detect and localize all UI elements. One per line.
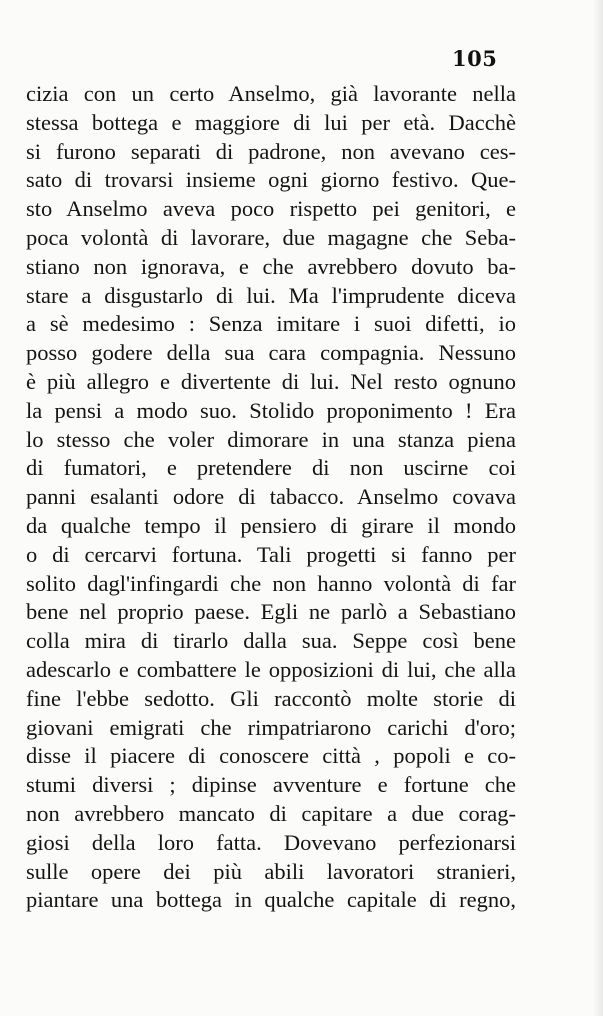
text-line: o di cercarvi fortuna. Tali progetti si fanno per	[26, 541, 516, 567]
text-line: colla mira di tirarlo dalla sua. Seppe così bene	[26, 628, 516, 654]
text-line: poca volontà di lavorare, due magagne che Seba-	[26, 224, 516, 250]
text-line: stare a disgustarlo di lui. Ma l'imprudente diceva	[26, 282, 516, 308]
text-line: giovani emigrati che rimpatriarono carichi d'oro;	[26, 714, 516, 740]
text-line: cizia con un certo Anselmo, già lavorante nella	[26, 81, 516, 106]
body-text	[26, 80, 516, 915]
text-line: da qualche tempo il pensiero di girare il mondo	[26, 512, 516, 538]
text-line: si furono separati di padrone, non avevano ces-	[26, 138, 516, 164]
text-line: stiano non ignorava, e che avrebbero dovuto ba-	[26, 253, 516, 279]
text-line: sulle opere dei più abili lavoratori stranieri,	[26, 858, 516, 884]
text-line: sato di trovarsi insieme ogni giorno festivo. Que-	[26, 167, 516, 193]
text-line: lo stesso che voler dimorare in una stanza piena	[26, 426, 516, 452]
text-line: sto Anselmo aveva poco rispetto pei genitori, e	[26, 196, 516, 222]
text-line: stumi diversi ; dipinse avventure e fortune che	[26, 772, 516, 798]
text-line: non avrebbero mancato di capitare a due corag-	[26, 800, 516, 826]
text-line: a sè medesimo : Senza imitare i suoi difetti, io	[26, 311, 516, 337]
text-line: giosi della loro fatta. Dovevano perfezionarsi	[26, 829, 516, 855]
text-line: bene nel proprio paese. Egli ne parlò a Sebastiano	[26, 599, 516, 625]
text-line: di fumatori, e pretendere di non uscirne coi	[26, 455, 516, 481]
page-number: 105	[452, 46, 498, 71]
text-line: disse il piacere di conoscere città , popoli e co-	[26, 743, 516, 769]
text-line: posso godere della sua cara compagnia. Nessuno	[26, 340, 516, 366]
text-line: fine l'ebbe sedotto. Gli raccontò molte storie di	[26, 685, 516, 711]
text-line: stessa bottega e maggiore di lui per età. Dacchè	[26, 109, 516, 135]
text-line: panni esalanti odore di tabacco. Anselmo covava	[26, 484, 516, 510]
text-line: solito dagl'infingardi che non hanno volontà di far	[26, 570, 516, 596]
text-line: la pensi a modo suo. Stolido proponimento ! Era	[26, 397, 516, 423]
page-edge-shadow	[593, 0, 603, 1016]
text-line: piantare una bottega in qualche capitale di regno,	[26, 887, 516, 913]
text-line: adescarlo e combattere le opposizioni di lui, che alla	[26, 656, 516, 682]
text-line: è più allegro e divertente di lui. Nel resto ognuno	[26, 368, 516, 394]
